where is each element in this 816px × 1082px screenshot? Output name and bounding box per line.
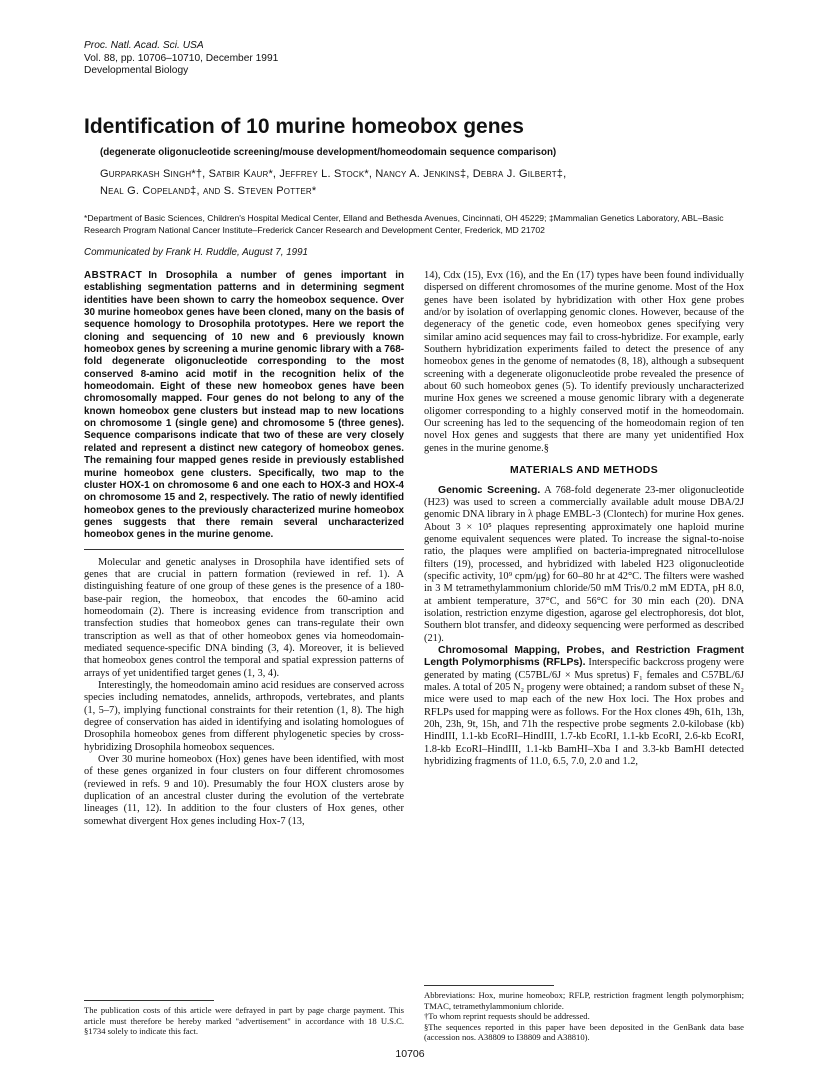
- genomic-screening-label: Genomic Screening.: [438, 484, 541, 496]
- footnote-genbank: §The sequences reported in this paper have been deposited in the GenBank data base (accession nos. A38809 to I38809 and A38810).: [424, 1021, 744, 1042]
- journal-name: Proc. Natl. Acad. Sci. USA: [84, 40, 204, 51]
- communicated-by: Communicated by Frank H. Ruddle, August 7, 1991: [84, 247, 308, 258]
- right-paragraph-1: 14), Cdx (15), Evx (16), and the En (17) types have been found individually dispersed on different chromosomes of the murine genome. Most of the Hox genes have been isolated by hybridization with other Hox gene probes and/or by isolation of overlapping genomic clones. However, because of the degeneracy of the genetic code, even homeobox genes specifying very similar amino acid sequences may fail to cross-hybridize. For example, early Southern hybridization experiments failed to detect the presence of any homeobox genes in the genome of nematodes (8, 18), although a subsequent screening with a degenerate oligonucleotide probe revealed the presence of about 60 such homeobox genes (5). To identify previously uncharacterized murine Hox genes we screened a mouse genomic library with a degenerate oligomer corresponding to a highly conserved motif in the homeodomain. Our screening has led to the sequencing of the homeodomain region of ten novel Hox genes and suggests that there are many yet unidentified Hox genes in the murine genome.§: [424, 270, 744, 454]
- left-column: [84, 270, 404, 828]
- intro-paragraph-3: Over 30 murine homeobox (Hox) genes have been identified, with most of these genes organized in four clusters on four different chromosomes (reviewed in refs. 9 and 10). Presumably the four HOX clusters arose by duplication of an ancestral cluster during the evolution of the vertebrate lineages (11, 12). In addition to the four clusters of Hox genes, other somewhat divergent Hox genes including Hox-7 (13,: [84, 754, 404, 827]
- intro-paragraph-2: Interestingly, the homeodomain amino acid residues are conserved across species including nematodes, annelids, arthropods, vertebrates, and plants (1, 5–7), implying functional constraints for their retention (1, 8). The high degree of conservation has aided in identifying and isolating homologues of Drosophila homeobox genes from different phylogenetic species by cross-hybridizing Drosophila homeobox sequences.: [84, 680, 404, 753]
- methods-heading: MATERIALS AND METHODS: [509, 465, 659, 477]
- genomic-screening-text: A 768-fold degenerate 23-mer oligonucleotide (H23) was used to screen a commercially available adult mouse DBA/2J genomic DNA library in λ phage EMBL-3 (Clontech) for murine Hox genes. About 3 × 10⁵ plaques representing approximately one haploid murine genome equivalent sequences were plated. To increase the signal-to-noise ratio, the plaques were amplified on bacteria-impregnated nitrocellulose filters (19), processed, and hybridized with labeled H23 oligonucleotide (specific activity, 10⁹ cpm/μg) for 60–80 hr at 42°C. The filters were washed in 3 M tetramethylammonium chloride/50 mM Tris/0.2 mM EDTA, pH 8.0, at ambient temperature, 37°C, and 56°C for 30 min each (20). DNA isolation, restriction enzyme digestion, agarose gel electrophoresis, dot blot, Southern blot transfer, and dideoxy sequencing were performed as described (21).: [424, 484, 744, 644]
- intro-paragraph-1: Molecular and genetic analyses in Drosophila have identified sets of genes that are crucial in pattern formation (reviewed in ref. 1). A distinguishing feature of one group of these genes is the presence of a 180-base-pair region, the homeobox, that encodes the 60-amino acid homeodomain (2). There is increasing evidence from transcription and transfection studies that homeobox genes can trans-regulate their own transcription as well as that of other homeobox genes via homeodomain-mediated sequence-specific DNA binding (3, 4). Moreover, it is believed that homeobox genes control the temporal and spatial expression patterns of arrays of yet unidentified target genes (1, 3, 4).: [84, 556, 404, 679]
- paper-title: Identification of 10 murine homeobox genes: [84, 115, 524, 138]
- journal-header: [84, 40, 464, 78]
- chromosomal-mapping-paragraph: [424, 645, 744, 768]
- page-number: 10706: [395, 1048, 425, 1060]
- footnote-publication-costs-text: The publication costs of this article were defrayed in part by page charge payment. This article must therefore be hereby marked "advertisement" in accordance with 18 U.S.C. §1734 solely to indicate this fact.: [84, 1005, 404, 1036]
- abstract-text: In Drosophila a number of genes important in establishing segmentation patterns and in determining segment identities have been shown to carry the homeobox sequence. Over 30 murine homeobox genes have been cloned, many on the basis of sequence homology to Drosophila prototypes. Here we report the cloning and sequencing of 10 new and 6 previously known homeobox genes by screening a murine genomic library with a 768-fold degenerate oligonucleotide corresponding to the most conserved 8-amino acid motif in the recognition helix of the homeodomain. Eight of these new homeobox genes have been chromosomally mapped. Four genes do not belong to any of the known homeobox gene clusters but instead map to new locations on chromosome 1 (single gene) and chromosome 5 (three genes). Sequence comparisons indicate that two of these are very closely related and represent a distinct new category of homeobox genes. The remaining four mapped genes reside in previously established murine homeobox gene clusters. Specifically, two map to the cluster HOX-1 on chromosome 6 and one each to HOX-3 and HOX-4 on chromosome 15 and 2, respectively. The ratio of newly identified homeobox genes to the previously characterized murine homeobox genes suggests that there remain several uncharacterized homeobox genes in the murine genome.: [84, 270, 404, 541]
- volume-line: Vol. 88, pp. 10706–10710, December 1991: [84, 52, 279, 64]
- abstract-label: ABSTRACT: [84, 270, 143, 281]
- footnote-abbreviations: Abbreviations: Hox, murine homeobox; RFLP, restriction fragment length polymorphism; TMAC, tetramethylammonium chloride.: [424, 990, 744, 1011]
- footnote-publication-costs: [84, 1005, 404, 1037]
- footnote-reprint: †To whom reprint requests should be addressed.: [424, 1011, 590, 1021]
- footnote-rule-left: [84, 1000, 214, 1001]
- footnotes-right: [424, 990, 744, 1043]
- genomic-screening-paragraph: [424, 485, 744, 645]
- chromosomal-mapping-label: Chromosomal Mapping, Probes, and Restriction Fragment Length Polymorphisms (RFLPs).: [424, 644, 744, 669]
- section-name: Developmental Biology: [84, 65, 189, 76]
- authors: [100, 166, 750, 200]
- affiliations: *Department of Basic Sciences, Children's Hospital Medical Center, Elland and Bethesda Avenues, Cincinnati, OH 45229; ‡Mammalian Genetics Laboratory, ABL–Basic Research Program National Cancer Institute–Frederick Cancer Research and Development Center, Frederick, MD 21702: [84, 213, 724, 235]
- keywords: (degenerate oligonucleotide screening/mouse development/homeodomain sequence comparison): [100, 147, 557, 158]
- footnote-rule-right: [424, 985, 554, 986]
- abstract: [84, 270, 404, 542]
- authors-line-1: Gurparkash Singh*†, Satbir Kaur*, Jeffrey L. Stock*, Nancy A. Jenkins‡, Debra J. Gilbert‡,: [100, 168, 567, 180]
- authors-line-2: Neal G. Copeland‡, and S. Steven Potter*: [100, 185, 317, 197]
- chromosomal-mapping-text: Interspecific backcross progeny were generated by mating (C57BL/6J × Mus spretus) F₁ females and C57BL/6J males. A total of 205 N₂ progeny were obtained; a random subset of these N₂ mice were used to map each of the new Hox loci. The Hox probes and RFLPs used for mapping were as follows. For the Hox clones 49h, 61h, 13h, 20h, 23h, 9t, 15h, and 71h the respective probe segments 2.0-kilobase (kb) HindIII, 1.1-kb EcoRI–HindIII, 1.7-kb EcoRI, 1.1-kb EcoRI, 2.6-kb EcoRI, 1.8-kb EcoRI–HindIII, 1.1-kb BamHI–Xba I and 3.3-kb BamHI detected hybridizing fragments of 11.0, 6.5, 7.0, 2.0 and 1.2,: [424, 657, 744, 768]
- abstract-divider: [84, 549, 404, 550]
- right-column: [424, 270, 744, 768]
